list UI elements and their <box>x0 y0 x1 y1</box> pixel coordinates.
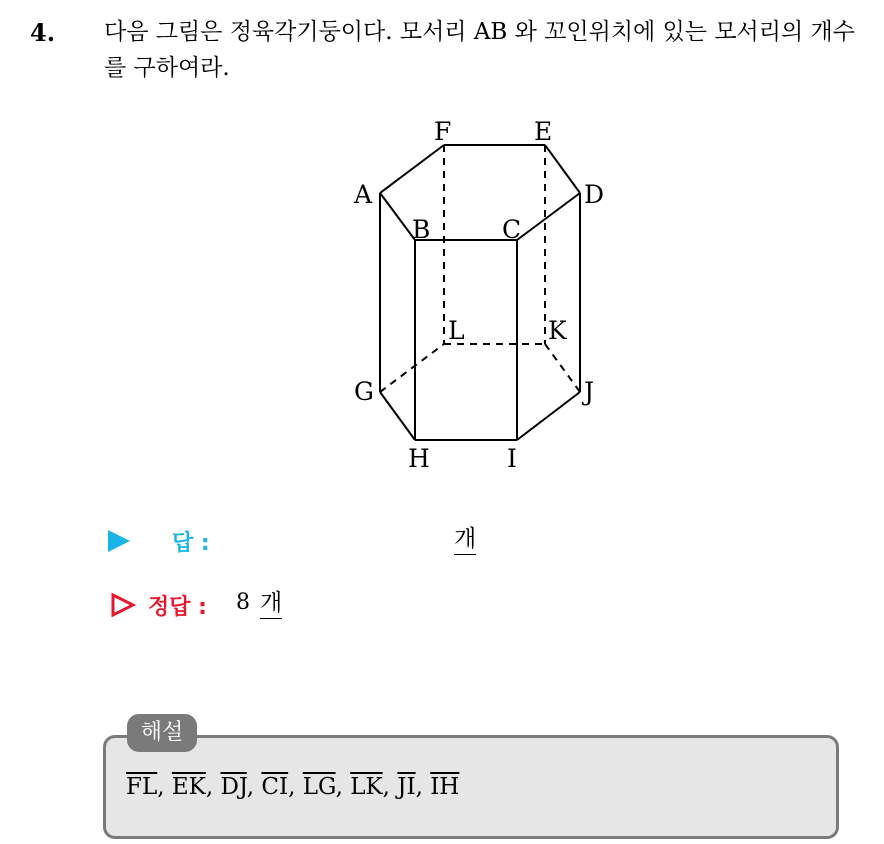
segment-item: $\overline{IH}$ <box>430 774 460 800</box>
vertex-label-G: G <box>354 377 374 406</box>
vertex-label-B: B <box>412 215 431 244</box>
question-number: 4. <box>30 18 56 47</box>
segment-separator: , <box>288 774 296 800</box>
segment-separator: , <box>157 774 165 800</box>
vertex-label-E: E <box>534 117 553 146</box>
answer-row <box>108 524 608 560</box>
question-text: 다음 그림은 정육각기둥이다. 모서리 AB 와 꼬인위치에 있는 모서리의 개수를 구하여라. <box>104 19 855 81</box>
edge-BA <box>380 193 415 240</box>
prism-svg <box>340 110 620 480</box>
correct-answer-unit: 개 <box>260 588 282 619</box>
segment-separator: , <box>246 774 255 800</box>
answer-unit: 개 <box>454 524 476 555</box>
segment-separator: , <box>205 774 214 800</box>
correct-answer-label: 정답 : <box>148 595 207 620</box>
edge-GL <box>380 344 444 392</box>
segment-separator: , <box>335 774 343 800</box>
edge-KJ <box>545 344 580 392</box>
segment-item: $\overline{FL}$ <box>126 774 158 800</box>
vertex-label-L: L <box>448 316 465 345</box>
vertex-label-A: A <box>354 180 373 209</box>
edge-IJ <box>517 392 580 440</box>
hexagonal-prism-figure <box>340 110 620 480</box>
segment-item: $\overline{LK}$ <box>350 774 383 800</box>
segment-item: $\overline{CI}$ <box>261 774 289 800</box>
vertex-label-K: K <box>548 316 567 345</box>
segment-separator: , <box>415 774 423 800</box>
vertex-label-J: J <box>584 377 595 406</box>
edge-GH <box>380 392 415 440</box>
edge-DC <box>517 193 580 240</box>
correct-answer-value: 8 <box>236 590 250 615</box>
explanation-tab: 해설 <box>127 714 197 752</box>
answer-label: 답 : <box>172 531 210 556</box>
correct-answer-row <box>108 588 608 624</box>
outline-triangle-icon <box>110 592 136 618</box>
edge-AF <box>380 145 444 193</box>
edge-ED <box>545 145 580 193</box>
vertex-label-F: F <box>434 117 452 146</box>
segment-separator: , <box>382 774 390 800</box>
segment-item: $\overline{LG}$ <box>302 774 336 800</box>
vertex-label-I: I <box>507 444 517 473</box>
explanation-content <box>126 774 459 800</box>
segment-item: $\overline{DJ}$ <box>220 774 247 800</box>
filled-triangle-icon <box>108 530 130 552</box>
segment-item: $\overline{EK}$ <box>171 774 206 800</box>
vertex-label-C: C <box>502 215 522 244</box>
vertex-label-D: D <box>584 180 605 209</box>
vertex-label-H: H <box>408 444 430 473</box>
segment-item: $\overline{JI}$ <box>397 774 416 800</box>
